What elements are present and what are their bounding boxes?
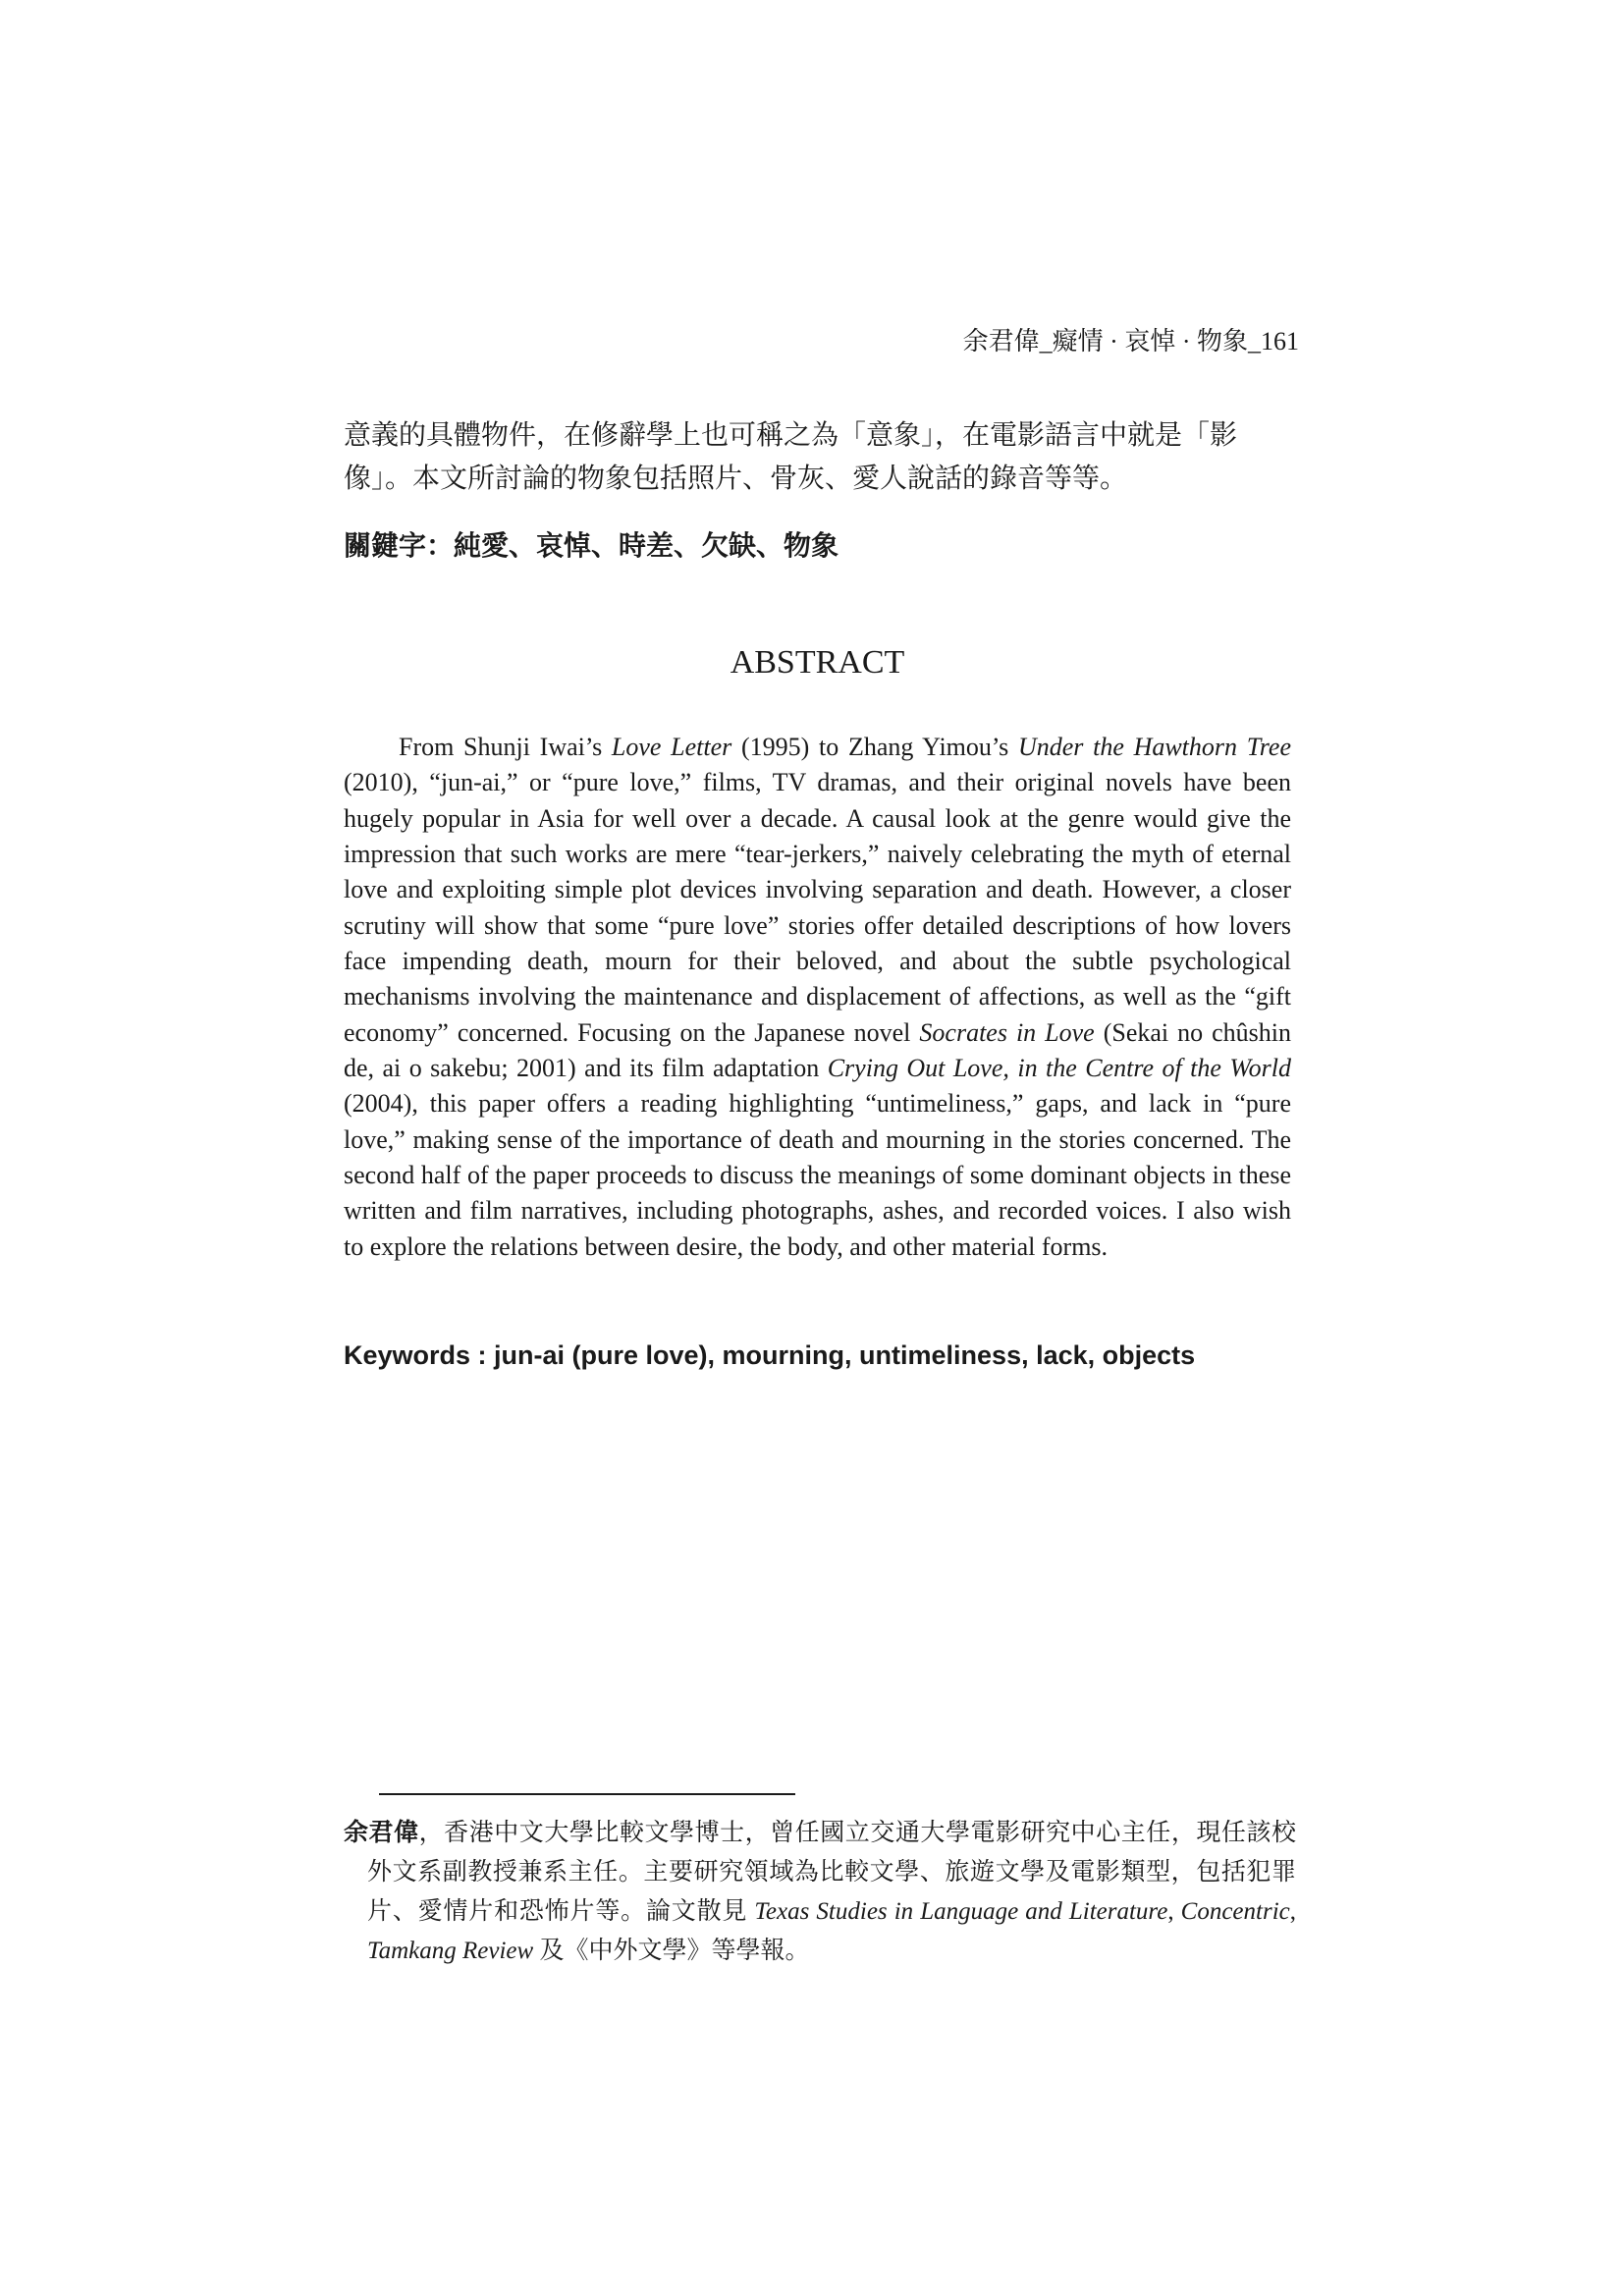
journal-name: Concentric [1180,1898,1290,1925]
footnote-separator: , [1289,1898,1296,1925]
title-under-the-hawthorn-tree: Under the Hawthorn Tree [1017,733,1291,761]
abstract-heading: ABSTRACT [730,644,905,681]
abstract-body [344,730,1291,1265]
title-socrates-in-love: Socrates in Love [919,1017,1095,1047]
abstract-text: From Shunji Iwai’s [399,733,612,761]
footnote-text: 及《中外文學》等學報。 [533,1938,810,1964]
author-name: 余君偉 [344,1818,419,1846]
chinese-keywords: 關鍵字：純愛、哀悼、時差、欠缺、物象 [344,529,839,562]
author-footnote [344,1813,1296,1971]
footnote-separator: , [1167,1898,1181,1925]
chinese-paragraph: 意義的具體物件，在修辭學上也可稱之為「意象」，在電影語言中就是「影像」。本文所討論的物象包括照片、骨灰、愛人說話的錄音等等。 [344,420,1238,494]
footnote-text: ，香港中文大學比較文學博士，曾任國立交通大學電影研究中心主任，現任該校外文系副教授兼系主任。主要研究領域為比較文學、旅遊文學及電影類型，包括犯罪片、愛情片和恐怖片等。論文散見 [367,1820,1296,1925]
title-crying-out-love: Crying Out Love, in the Centre of the World [827,1054,1292,1083]
abstract-text: (2004), this paper offers a reading highlighting “untimeliness,” gaps, and lack in “pure love,” making sense of the importance of death and mourning in the stories concerned. The second half of the paper proceeds to discuss the meanings of some dominant objects in these written and film narratives, including photographs, ashes, and recorded voices. I also wish to explore the relations between desire, the body, and other material forms. [344,1089,1291,1261]
footnote-rule [379,1793,795,1795]
journal-name: Texas Studies in Language and Literature [754,1898,1168,1925]
title-love-letter: Love Letter [611,733,732,761]
running-head: 余君偉_癡情 · 哀悼 · 物象_161 [962,327,1299,355]
english-keywords: Keywords : jun-ai (pure love), mourning, untimeliness, lack, objects [344,1340,1196,1370]
abstract-text: (Sekai no chûshin de, ai o sakebu; 2001) and its film adaptation [344,1017,1291,1083]
journal-name: Tamkang Review [367,1938,534,1964]
abstract-text: (2010), “jun-ai,” or “pure love,” films, TV dramas, and their original novels have been hugely popular in Asia for well over a decade. A causal look at the genre would give the impression that such works are mere “tear-jerkers,” naively celebrating the myth of eternal love and exploiting simple plot devices involving separation and death. However, a closer scrutiny will show that some “pure love” stories offer detailed descriptions of how lovers face impending death, mourn for their beloved, and about the subtle psychological mechanisms involving the maintenance and displacement of affections, as well as the “gift economy” concerned. Focusing on the Japanese novel [344,768,1291,1047]
abstract-text: (1995) to Zhang Yimou’s [731,733,1018,761]
